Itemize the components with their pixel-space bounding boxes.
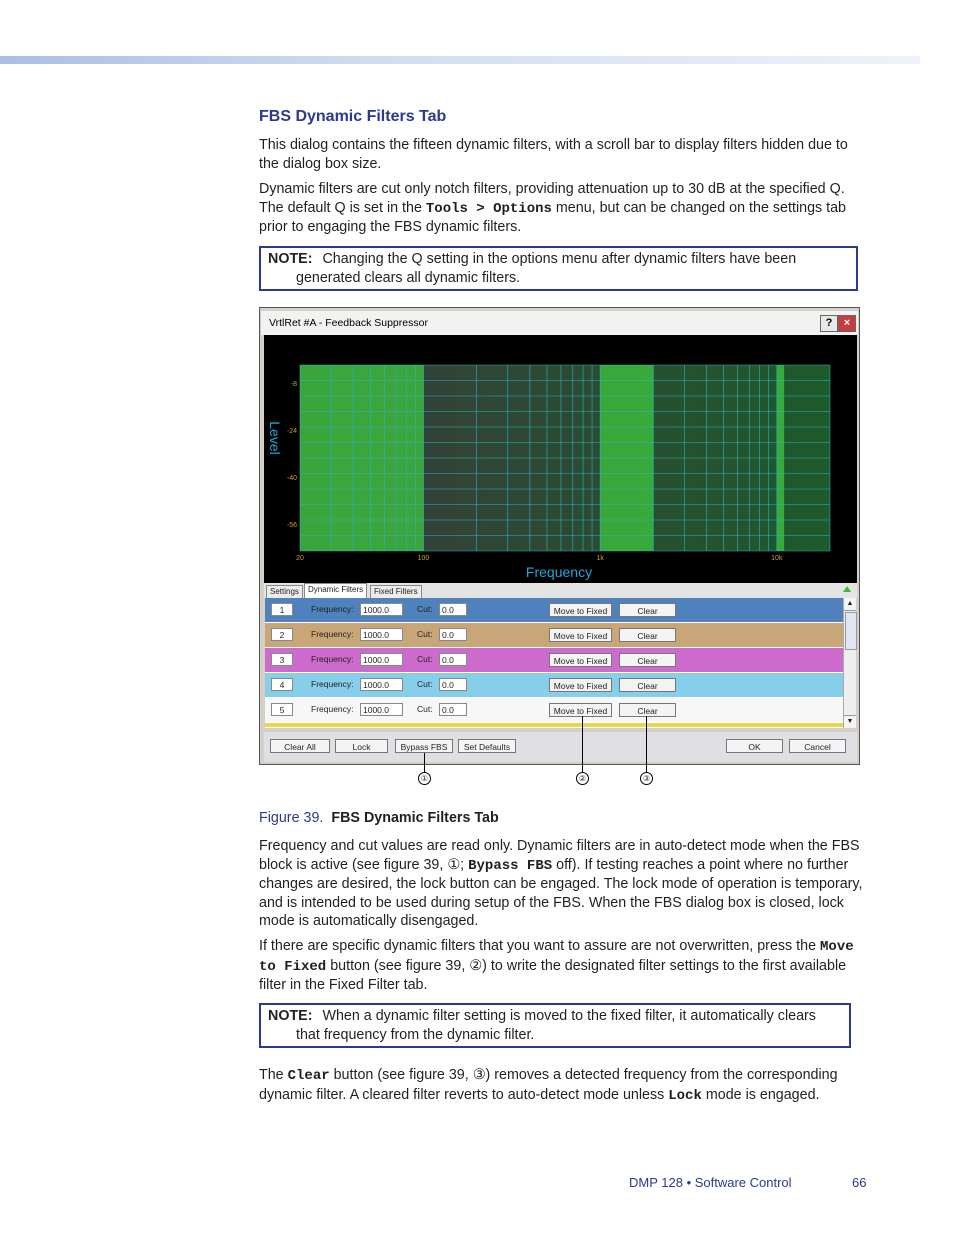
filter-number: 1: [271, 603, 293, 616]
x-tick-label: 10k: [771, 555, 783, 562]
cancel-button[interactable]: Cancel: [789, 739, 846, 753]
dialog-button-bar: [264, 732, 857, 762]
cut-label: Cut:: [417, 629, 433, 639]
section-title: FBS Dynamic Filters Tab: [259, 108, 447, 125]
frequency-field: 1000.0: [360, 678, 403, 691]
move-to-fixed-button[interactable]: Move to Fixed: [549, 703, 612, 717]
clear-button[interactable]: Clear: [619, 628, 676, 642]
footer-page-number: 66: [852, 1175, 867, 1190]
dialog-titlebar: VrtlRet #A - Feedback Suppressor ? ×: [261, 311, 858, 335]
y-tick-label: -40: [286, 475, 297, 482]
clear-button[interactable]: Clear: [619, 678, 676, 692]
frequency-label: Frequency:: [311, 679, 354, 689]
filter-row: [265, 673, 843, 697]
row-highlight-line: [265, 723, 843, 727]
collapse-arrow-icon[interactable]: [843, 586, 851, 592]
move-to-fixed-button[interactable]: Move to Fixed: [549, 678, 612, 692]
tab-settings[interactable]: Settings: [266, 585, 303, 598]
paragraph-dynamic-filters: Dynamic filters are cut only notch filters, providing attenuation up to 30 dB at the specified Q. The default Q is set in the Tools > Options menu, but can be changed on the settings tab prior to engaging the FBS dynamic filters.: [259, 181, 847, 235]
callout-line-3: [646, 716, 647, 773]
cut-label: Cut:: [417, 604, 433, 614]
callout-line-1: [424, 753, 425, 773]
header-accent-bar: [0, 56, 920, 64]
cut-field: 0.0: [439, 653, 467, 666]
footer-doc-title: DMP 128 • Software Control: [629, 1175, 792, 1190]
callout-2: ②: [576, 772, 589, 785]
clear-all-button[interactable]: Clear All: [270, 739, 330, 753]
filter-row: [265, 648, 843, 672]
frequency-field: 1000.0: [360, 628, 403, 641]
x-tick-label: 100: [417, 555, 430, 562]
tab-strip: [264, 583, 857, 598]
filter-row: [265, 623, 843, 647]
clear-button[interactable]: Clear: [619, 703, 676, 717]
y-tick-label: -8: [290, 381, 297, 388]
callout-line-2: [582, 716, 583, 773]
chart-svg: [264, 335, 857, 583]
paragraph-clear: The Clear button (see figure 39, ③) removes a detected frequency from the corresponding dynamic filter. A cleared filter reverts to auto-detect mode unless Lock mode is engaged.: [259, 1067, 838, 1104]
close-icon[interactable]: ×: [838, 315, 856, 332]
frequency-field: 1000.0: [360, 703, 403, 716]
dialog-screenshot: [259, 307, 860, 765]
cut-label: Cut:: [417, 704, 433, 714]
y-tick-label: -56: [286, 522, 297, 529]
x-tick-label: 1k: [596, 555, 604, 562]
filter-number: 4: [271, 678, 293, 691]
frequency-label: Frequency:: [311, 654, 354, 664]
paragraph-move-to-fixed: If there are specific dynamic filters that you want to assure are not overwritten, press the Move to Fixed button (see figure 39, ②) to write the designated filter settings to the first available filter in the Fixed Filter tab.: [259, 938, 854, 993]
x-tick-label: 20: [296, 555, 304, 562]
filter-number: 3: [271, 653, 293, 666]
filter-row: [265, 698, 843, 722]
figure-caption: Figure 39. FBS Dynamic Filters Tab: [259, 810, 499, 826]
note-box-1: NOTE: Changing the Q setting in the options menu after dynamic filters have been generated clears all dynamic filters.: [259, 246, 858, 291]
tab-dynamic-filters[interactable]: Dynamic Filters: [304, 583, 367, 598]
cut-label: Cut:: [417, 654, 433, 664]
filter-number: 2: [271, 628, 293, 641]
scroll-up-icon[interactable]: ▲: [844, 598, 856, 611]
cut-field: 0.0: [439, 603, 467, 616]
paragraph-intro: This dialog contains the fifteen dynamic filters, with a scroll bar to display filters hidden due to the dialog box size.: [259, 137, 848, 172]
cut-field: 0.0: [439, 703, 467, 716]
filter-row: [265, 598, 843, 622]
frequency-field: 1000.0: [360, 653, 403, 666]
cut-label: Cut:: [417, 679, 433, 689]
tab-fixed-filters[interactable]: Fixed Filters: [370, 585, 422, 598]
cut-field: 0.0: [439, 678, 467, 691]
callout-3: ③: [640, 772, 653, 785]
clear-button[interactable]: Clear: [619, 653, 676, 667]
help-icon[interactable]: ?: [820, 315, 838, 332]
note-box-2: NOTE: When a dynamic filter setting is moved to the fixed filter, it automatically clears that frequency from the dynamic filter.: [259, 1003, 851, 1048]
filter-number: 5: [271, 703, 293, 716]
ok-button[interactable]: OK: [726, 739, 783, 753]
frequency-chart: [264, 335, 857, 583]
paragraph-readonly: Frequency and cut values are read only. Dynamic filters are in auto-detect mode when the FBS block is active (see figure 39, ①; Bypass FBS off). If testing reaches a point where no further changes are desired, the lock button can be engaged. The lock mode of operation is temporary, and is intended to be used during setup of the FBS. When the FBS dialog box is closed, lock mode is automatically disengaged.: [259, 838, 863, 929]
bypass-fbs-button[interactable]: Bypass FBS: [395, 739, 453, 753]
y-axis-label: Level: [267, 421, 283, 455]
cut-field: 0.0: [439, 628, 467, 641]
scroll-thumb[interactable]: [845, 612, 857, 650]
callout-1: ①: [418, 772, 431, 785]
scroll-down-icon[interactable]: ▼: [844, 715, 856, 728]
frequency-label: Frequency:: [311, 604, 354, 614]
filter-scrollbar[interactable]: [843, 598, 856, 728]
move-to-fixed-button[interactable]: Move to Fixed: [549, 628, 612, 642]
move-to-fixed-button[interactable]: Move to Fixed: [549, 603, 612, 617]
clear-button[interactable]: Clear: [619, 603, 676, 617]
lock-button[interactable]: Lock: [335, 739, 388, 753]
dynamic-filter-list: [265, 598, 843, 728]
frequency-label: Frequency:: [311, 629, 354, 639]
move-to-fixed-button[interactable]: Move to Fixed: [549, 653, 612, 667]
set-defaults-button[interactable]: Set Defaults: [458, 739, 516, 753]
y-tick-label: -24: [286, 428, 297, 435]
x-axis-label: Frequency: [525, 564, 593, 580]
frequency-field: 1000.0: [360, 603, 403, 616]
frequency-label: Frequency:: [311, 704, 354, 714]
